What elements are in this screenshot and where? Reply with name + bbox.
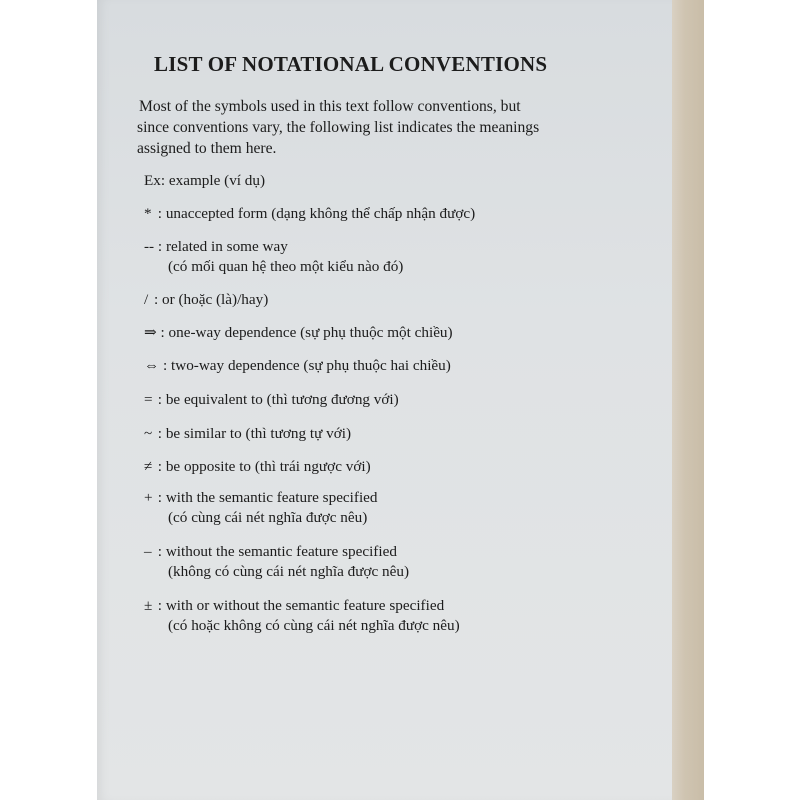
book-page (97, 0, 672, 800)
convention-item-two-way-arrow (144, 357, 451, 375)
convention-item-not-equal (144, 458, 371, 476)
convention-symbol: / (144, 291, 149, 308)
page-stack-edge (672, 0, 704, 800)
convention-symbol: Ex: (144, 172, 166, 189)
convention-symbol: -- (144, 238, 155, 255)
intro-paragraph (137, 96, 617, 159)
convention-item-minus (144, 543, 409, 581)
convention-item-asterisk (144, 205, 475, 223)
convention-item-slash (144, 291, 268, 309)
convention-item-example (144, 172, 265, 190)
convention-text: : without the semantic feature specified (154, 543, 397, 560)
convention-symbol: + (144, 489, 153, 506)
convention-symbol: = (144, 391, 153, 408)
convention-item-plus-minus (144, 597, 460, 635)
convention-text: : be equivalent to (thì tương đương với) (154, 391, 399, 408)
convention-symbol: ⇒ (144, 324, 157, 341)
convention-symbol: – (144, 543, 152, 560)
convention-translation: (có hoặc không có cùng cái nét nghĩa được nêu) (168, 617, 460, 634)
convention-symbol: ~ (144, 425, 153, 442)
convention-translation: (có cùng cái nét nghĩa được nêu) (168, 509, 368, 526)
convention-text: : two-way dependence (sự phụ thuộc hai chiều) (159, 357, 451, 374)
convention-text: : or (hoặc (là)/hay) (154, 291, 269, 308)
page-title: LIST OF NOTATIONAL CONVENTIONS (154, 52, 548, 76)
convention-item-one-way-arrow (144, 323, 453, 342)
convention-text: : with the semantic feature specified (154, 489, 378, 506)
convention-text: : with or without the semantic feature specified (154, 597, 445, 614)
convention-symbol: ≠ (144, 458, 153, 475)
convention-text: : be similar to (thì tương tự với) (154, 425, 352, 442)
convention-text: : be opposite to (thì trái ngược với) (154, 458, 371, 475)
convention-item-plus (144, 489, 378, 527)
convention-text: : unaccepted form (dạng không thể chấp nhận được) (154, 205, 476, 222)
convention-symbol: * (144, 205, 152, 222)
convention-item-double-dash (144, 238, 403, 276)
convention-item-equals (144, 391, 399, 409)
convention-translation: (có mối quan hệ theo một kiểu nào đó) (168, 258, 404, 275)
intro-line: since conventions vary, the following list indicates the meanings (137, 119, 540, 136)
convention-symbol: ± (144, 597, 153, 614)
convention-text: : one-way dependence (sự phụ thuộc một chiều) (156, 324, 453, 341)
convention-text: example (ví dụ) (165, 172, 266, 189)
intro-line: assigned to them here. (137, 140, 277, 157)
page-content (97, 0, 672, 800)
intro-line: Most of the symbols used in this text follow conventions, but (139, 98, 521, 115)
convention-translation: (không có cùng cái nét nghĩa được nêu) (168, 563, 410, 580)
convention-text: : related in some way (154, 238, 288, 255)
convention-symbol: ⇔ (144, 357, 160, 374)
convention-item-tilde (144, 425, 351, 443)
